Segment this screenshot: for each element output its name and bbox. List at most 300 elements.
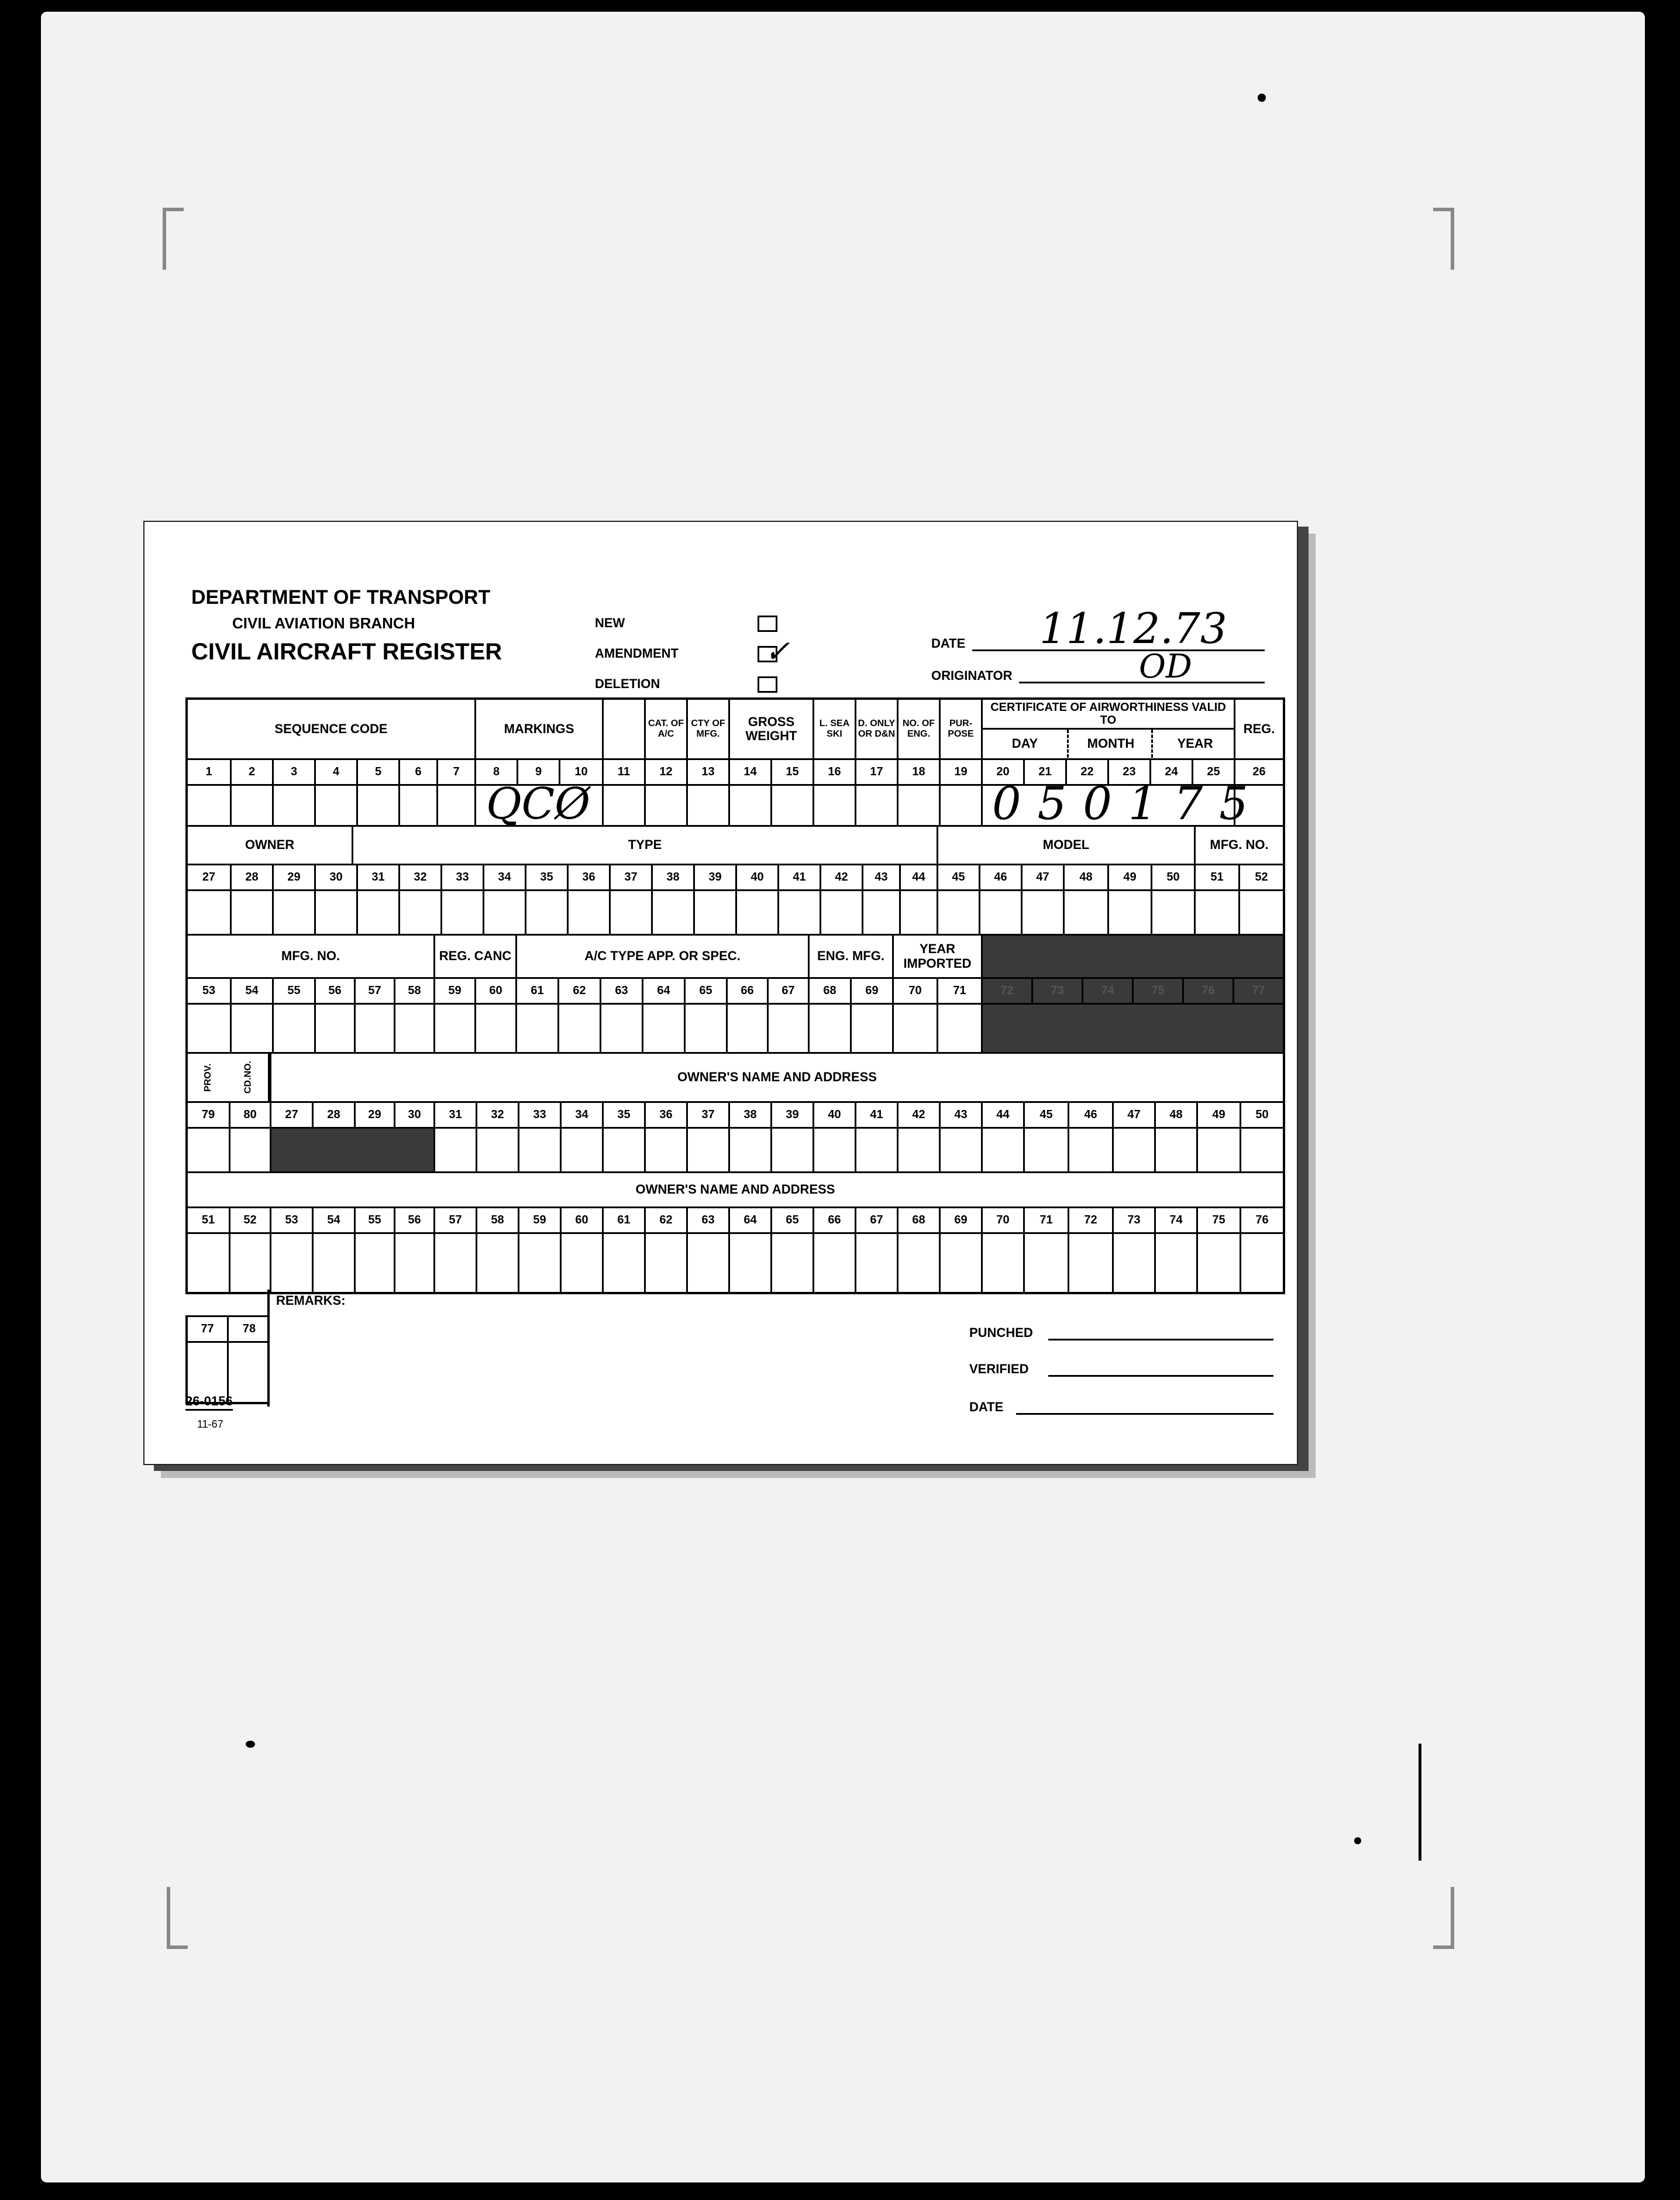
entry-cell[interactable] [436,786,474,825]
col-number: 32 [476,1103,518,1127]
entry-cell[interactable] [600,1005,642,1052]
col-number: 56 [314,979,354,1003]
col-number: 46 [1068,1103,1112,1127]
entry-cell[interactable] [440,891,483,934]
entry-cell[interactable] [354,1234,394,1292]
punched-label: PUNCHED [969,1325,1033,1340]
col-number: 6 [398,760,436,784]
entry-cell[interactable] [354,1005,394,1052]
entry-cell[interactable] [602,786,644,825]
col-number: 9 [517,760,559,784]
entry-cell[interactable] [1068,1129,1112,1171]
entry-cell[interactable] [693,891,735,934]
col11-header [602,700,644,758]
shaded-block [270,1129,433,1171]
col-number: 52 [229,1208,270,1232]
entry-cell[interactable] [557,1005,600,1052]
entry-cell[interactable] [1240,1234,1283,1292]
col-number: 62 [557,979,600,1003]
l-sea-ski-header: L. SEA SKI [813,700,855,758]
d-only-header: D. ONLY OR D&N [855,700,897,758]
col-number: 71 [1023,1208,1068,1232]
entry-cell[interactable] [770,786,813,825]
col-number: 64 [728,1208,770,1232]
row1-header [188,700,1283,758]
col-number: 19 [939,760,981,784]
col-number: 37 [609,865,651,889]
row5-numbers [188,1206,1283,1232]
punched-line[interactable] [1048,1339,1273,1340]
cd-no-header: CD.NO. [229,1054,270,1101]
col-number: 55 [354,1208,394,1232]
col-number: 21 [1023,760,1065,784]
col-number: 62 [644,1208,686,1232]
col-number: 63 [600,979,642,1003]
crop-mark-top-left [163,208,184,270]
month-header: MONTH [1067,730,1153,758]
entry-cell[interactable] [644,1234,686,1292]
crop-mark-bottom-left [167,1887,188,1949]
entry-cell[interactable] [314,1005,354,1052]
entry-cell[interactable] [1112,1129,1154,1171]
amendment-label: AMENDMENT [595,646,679,661]
col-number: 78 [229,1315,270,1341]
col-number: 68 [897,1208,939,1232]
col-number: 12 [644,760,686,784]
entry-cell[interactable] [474,1005,515,1052]
form-number: 26-0156 [185,1394,233,1411]
col-number: 33 [518,1103,560,1127]
entry-cell[interactable] [229,1341,270,1402]
col-number: 77 [188,1315,229,1341]
row3-header [188,934,1283,977]
entry-cell[interactable] [1107,891,1151,934]
col-number: 31 [356,865,398,889]
entry-cell[interactable] [188,1005,230,1052]
col-number: 20 [981,760,1023,784]
entry-cell[interactable] [602,1234,644,1292]
entry-cell[interactable] [609,891,651,934]
col-number: 30 [394,1103,433,1127]
entry-cell[interactable] [937,1005,981,1052]
year-imported-header: YEAR IMPORTED [892,936,981,977]
remarks-label: REMARKS: [276,1293,346,1308]
entry-cell[interactable] [602,1129,644,1171]
owner-header: OWNER [245,837,295,852]
col-number: 41 [777,865,820,889]
gross-weight-header: GROSS WEIGHT [728,700,813,758]
entry-cell[interactable] [394,1234,433,1292]
col-number: 73 [1031,979,1082,1003]
col-number: 40 [735,865,777,889]
reg-canc-header: REG. CANC [433,936,515,977]
new-label: NEW [595,616,625,630]
date-value[interactable]: 11.12.73 [1039,604,1227,653]
col-number: 45 [1023,1103,1068,1127]
entry-cell[interactable] [356,891,398,934]
col-number: 58 [394,979,433,1003]
col-number: 2 [230,760,272,784]
col-number: 24 [1149,760,1192,784]
col-number: 50 [1151,865,1194,889]
col-number: 38 [651,865,693,889]
verified-line[interactable] [1048,1375,1273,1377]
entry-cell[interactable] [726,1005,767,1052]
owners-name-header-1: OWNER'S NAME AND ADDRESS [270,1054,1283,1101]
col-number: 63 [686,1208,728,1232]
col-number: 60 [474,979,515,1003]
crop-mark-bottom-right [1433,1887,1454,1949]
col-number: 16 [813,760,855,784]
col-number: 65 [684,979,726,1003]
entry-cell[interactable] [855,1234,897,1292]
mfg-no-header: MFG. NO. [1194,827,1283,864]
entry-cell[interactable] [515,1005,557,1052]
entry-cell[interactable] [567,891,609,934]
col-number: 41 [855,1103,897,1127]
col-number: 39 [770,1103,813,1127]
row3-numbers [188,977,1283,1003]
col-number: 39 [693,865,735,889]
entry-cell[interactable] [855,786,897,825]
entry-cell[interactable] [230,1005,272,1052]
entry-cell[interactable] [1112,1234,1154,1292]
col-number: 29 [354,1103,394,1127]
entry-cell[interactable] [813,1129,855,1171]
entry-cell[interactable] [684,1005,726,1052]
entry-cell[interactable] [939,786,981,825]
entry-cell[interactable] [433,1234,476,1292]
col-number: 10 [559,760,602,784]
row1-entry [188,778,1283,830]
col-number: 53 [202,984,216,997]
entry-cell[interactable] [1154,1234,1196,1292]
entry-cell[interactable] [892,1005,937,1052]
col-number: 45 [937,865,979,889]
col-number: 51 [1194,865,1238,889]
col-number: 28 [230,865,272,889]
entry-cell[interactable] [1154,1129,1196,1171]
entry-cell[interactable] [897,786,939,825]
entry-cell[interactable] [188,1129,229,1171]
entry-cell[interactable] [560,1129,602,1171]
entry-cell[interactable] [188,786,230,825]
row5-header [188,1171,1283,1206]
col-number: 73 [1112,1208,1154,1232]
col-number: 68 [808,979,850,1003]
footer-date-line[interactable] [1016,1413,1273,1415]
row2-numbers [188,864,1283,889]
deletion-checkbox[interactable] [758,676,777,693]
entry-cell[interactable] [897,1129,939,1171]
col-number: 64 [642,979,684,1003]
col-number: 4 [314,760,356,784]
col-number: 44 [981,1103,1023,1127]
col-number: 47 [1021,865,1063,889]
entry-cell[interactable] [1240,1129,1283,1171]
register-grid [185,697,1285,1294]
entry-cell[interactable] [272,786,314,825]
col-number: 47 [1112,1103,1154,1127]
col-number: 28 [312,1103,354,1127]
entry-cell[interactable] [518,1234,560,1292]
entry-cell[interactable] [476,1234,518,1292]
entry-cell[interactable] [1238,891,1283,934]
col-number: 43 [862,865,899,889]
entry-cell[interactable] [644,786,686,825]
remarks-cells [185,1315,270,1404]
entry-cell[interactable] [651,891,693,934]
col-number: 79 [201,1108,215,1121]
entry-cell[interactable] [855,1129,897,1171]
col-number: 76 [1182,979,1233,1003]
entry-cell[interactable] [770,1129,813,1171]
entry-cell[interactable] [820,891,862,934]
entry-cell[interactable] [1196,1234,1240,1292]
entry-cell[interactable] [767,1005,808,1052]
entry-cell[interactable] [433,1005,474,1052]
col-number: 53 [270,1208,312,1232]
sequence-code-header: SEQUENCE CODE [274,721,388,736]
cert-header: CERTIFICATE OF AIRWORTHINESS VALID TO [983,700,1234,730]
col-number: 75 [1196,1208,1240,1232]
col-number: 54 [312,1208,354,1232]
col-number: 37 [686,1103,728,1127]
col-number: 70 [981,1208,1023,1232]
shaded-block [981,936,1283,977]
entry-cell[interactable] [897,1234,939,1292]
col-number: 38 [728,1103,770,1127]
purpose-header: PUR-POSE [939,700,981,758]
markings-header: MARKINGS [474,700,602,758]
entry-cell[interactable] [862,891,899,934]
col-number: 69 [850,979,892,1003]
col-number: 56 [394,1208,433,1232]
row4-entry [188,1127,1283,1171]
entry-cell[interactable] [850,1005,892,1052]
col-number: 18 [897,760,939,784]
col-number: 59 [518,1208,560,1232]
entry-cell[interactable] [770,1234,813,1292]
verified-label: VERIFIED [969,1362,1029,1376]
entry-cell[interactable] [939,1234,981,1292]
entry-cell[interactable] [777,891,820,934]
entry-cell[interactable] [1194,891,1238,934]
entry-cell[interactable] [728,1129,770,1171]
col-number: 46 [979,865,1021,889]
entry-cell[interactable] [398,891,440,934]
col-number: 49 [1196,1103,1240,1127]
entry-cell[interactable] [728,786,770,825]
col-number: 65 [770,1208,813,1232]
entry-cell[interactable] [1063,891,1107,934]
col-number: 74 [1154,1208,1196,1232]
entry-cell[interactable] [735,891,777,934]
entry-cell[interactable] [230,786,272,825]
day-header: DAY [1011,735,1038,751]
col-number: 48 [1063,865,1107,889]
new-checkbox[interactable] [758,616,777,632]
row2-header [188,825,1283,864]
entry-cell[interactable] [188,1341,229,1402]
entry-cell[interactable] [686,1234,728,1292]
col-number: 77 [1233,979,1283,1003]
reg-header: REG. [1234,700,1283,758]
col-number: 36 [567,865,609,889]
col-number: 34 [483,865,525,889]
entry-cell[interactable] [229,1234,270,1292]
entry-cell[interactable] [813,1234,855,1292]
col-number: 61 [515,979,557,1003]
col-number: 54 [230,979,272,1003]
col-number: 57 [354,979,394,1003]
col-number: 44 [899,865,937,889]
col-number: 34 [560,1103,602,1127]
cty-header: CTY OF MFG. [686,700,728,758]
col-number: 36 [644,1103,686,1127]
entry-cell[interactable] [230,891,272,934]
col-number: 35 [602,1103,644,1127]
col-number: 15 [770,760,813,784]
col-number: 1 [205,765,212,778]
entry-cell[interactable] [270,1234,312,1292]
col-number: 14 [728,760,770,784]
mfg-no-header-2: MFG. NO. [281,948,340,964]
scratch-line [1419,1744,1421,1861]
type-header: TYPE [352,827,937,864]
year-header: YEAR [1151,730,1237,758]
col-number: 35 [525,865,567,889]
entry-cell[interactable] [1023,1234,1068,1292]
col-number: 74 [1082,979,1132,1003]
entry-cell[interactable] [644,1129,686,1171]
col-number: 32 [398,865,440,889]
col-number: 26 [1234,760,1283,784]
col-number: 58 [476,1208,518,1232]
col-number: 33 [440,865,483,889]
entry-cell[interactable] [1021,891,1063,934]
col-number: 25 [1192,760,1234,784]
col-number: 61 [602,1208,644,1232]
entry-cell[interactable] [1151,891,1194,934]
col-number: 71 [937,979,981,1003]
form-title: CIVIL AIRCRAFT REGISTER [191,639,502,665]
col-number: 50 [1240,1103,1283,1127]
entry-cell[interactable] [312,1234,354,1292]
footer-date-label: DATE [969,1400,1004,1414]
col-number: 72 [981,979,1031,1003]
col-number: 7 [436,760,474,784]
col-number: 67 [767,979,808,1003]
prov-header: PROV. [203,1063,214,1092]
entry-cell[interactable] [394,1005,433,1052]
col-number: 42 [820,865,862,889]
entry-cell[interactable] [642,1005,684,1052]
entry-cell[interactable] [939,1129,981,1171]
markings-value: QCØ [486,779,590,829]
entry-cell[interactable] [728,1234,770,1292]
entry-cell[interactable] [476,1129,518,1171]
dust-speck [246,1741,255,1748]
col-number: 22 [1065,760,1107,784]
col-number: 80 [229,1103,270,1127]
col-number: 11 [602,760,644,784]
entry-cell[interactable] [981,1234,1023,1292]
col-number: 27 [202,871,216,884]
model-header: MODEL [937,827,1194,864]
entry-cell[interactable] [229,1129,270,1171]
entry-cell[interactable] [314,891,356,934]
entry-cell[interactable] [314,786,356,825]
col-number: 51 [201,1214,215,1226]
entry-cell[interactable] [686,1129,728,1171]
entry-cell[interactable] [356,786,398,825]
col-number: 70 [892,979,937,1003]
col-number: 17 [855,760,897,784]
entry-cell[interactable] [813,786,855,825]
entry-cell[interactable] [272,891,314,934]
entry-cell[interactable] [188,1234,229,1292]
register-card [143,521,1298,1465]
entry-cell[interactable] [808,1005,850,1052]
entry-cell[interactable] [937,891,979,934]
entry-cell[interactable] [979,891,1021,934]
col-number: 60 [560,1208,602,1232]
col-number: 52 [1238,865,1283,889]
col-number: 55 [272,979,314,1003]
col-number: 3 [272,760,314,784]
col-number: 59 [433,979,474,1003]
entry-cell[interactable] [483,891,525,934]
entry-cell[interactable] [433,1129,476,1171]
col-number: 43 [939,1103,981,1127]
entry-cell[interactable] [560,1234,602,1292]
col-number: 67 [855,1208,897,1232]
col-number: 66 [813,1208,855,1232]
entry-cell[interactable] [1023,1129,1068,1171]
col-number: 49 [1107,865,1151,889]
entry-cell[interactable] [1068,1234,1112,1292]
entry-cell[interactable] [899,891,937,934]
owners-name-header-2: OWNER'S NAME AND ADDRESS [635,1182,835,1197]
cert-header-group [981,700,1234,758]
col-number: 30 [314,865,356,889]
entry-cell[interactable] [981,1129,1023,1171]
date-label: DATE [931,636,966,651]
form-date: 11-67 [197,1418,223,1430]
ac-type-header: A/C TYPE APP. OR SPEC. [515,936,808,977]
col-number: 69 [939,1208,981,1232]
entry-cell[interactable] [1196,1129,1240,1171]
col-number: 75 [1132,979,1182,1003]
entry-cell[interactable] [398,786,436,825]
row4-numbers [188,1101,1283,1127]
entry-cell[interactable] [518,1129,560,1171]
col-number: 23 [1107,760,1149,784]
entry-cell[interactable] [525,891,567,934]
dust-speck [1258,94,1266,102]
entry-cell[interactable] [188,891,230,934]
row2-entry [188,889,1283,934]
entry-cell[interactable] [272,1005,314,1052]
eng-mfg-header: ENG. MFG. [808,936,892,977]
entry-cell[interactable] [686,786,728,825]
shaded-block [981,1005,1283,1052]
originator-value[interactable]: OD [1139,648,1192,686]
row3-entry [188,1003,1283,1052]
cert-value: 050175 [992,778,1265,830]
cat-header: CAT. OF A/C [644,700,686,758]
